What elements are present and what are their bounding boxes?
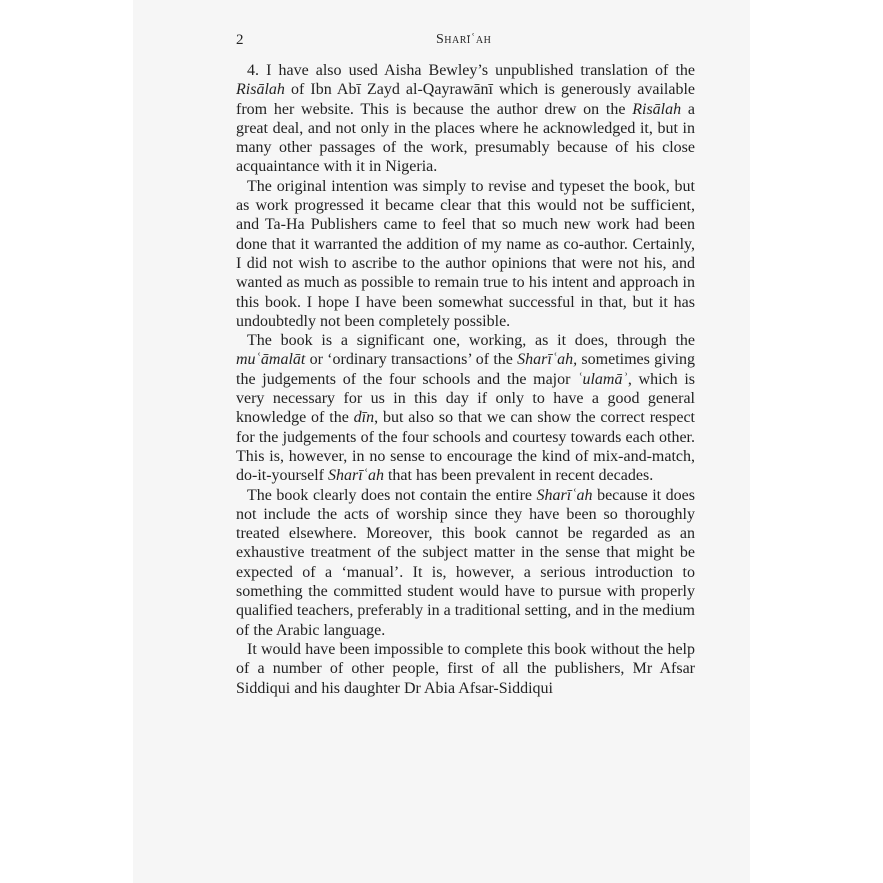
text-run: because it does not include the acts of worship since they have been so thoroughly treated elsewhere. Moreover, this book cannot be regarded as an exhaustive treatment of the subject matter in the sense that might be expected of a ‘manual’. It is, however, a serious introduction to something the committed student would have to pursue with properly qualified teachers, preferably in a traditional setting, and in the medium of the Arabic language. bbox=[236, 486, 695, 639]
text-run: of Ibn Abī Zayd al-Qayrawānī which is generously available from her website. This is because the author drew on the bbox=[236, 81, 695, 118]
text-run: sometimes giving the judgements of the four schools and the major bbox=[236, 351, 696, 388]
paragraph bbox=[236, 486, 695, 640]
italic-term: Risālah bbox=[632, 100, 682, 118]
paragraph bbox=[236, 640, 695, 698]
paragraph bbox=[236, 61, 695, 177]
text-run: , but also so that we can show the correct respect for the judgements of the four schools and courtesy towards each other. This is, however, in no sense to encourage the kind of mix-and-match, do-it-yourself bbox=[236, 409, 696, 485]
italic-term: ʿulamāʾ bbox=[577, 370, 628, 388]
text-run: The book is a significant one, working, as it does, through the bbox=[247, 332, 695, 350]
italic-term: dīn bbox=[353, 409, 375, 427]
text-run: The book clearly does not contain the entire bbox=[247, 486, 537, 504]
text-run: , which is very necessary for us in this day if only to have a good general knowledge of the bbox=[236, 370, 695, 427]
text-run: that has been prevalent in recent decades. bbox=[383, 467, 654, 485]
italic-term: Sharīʿah bbox=[536, 486, 593, 504]
text-run: or ‘ordinary transactions’ of the bbox=[305, 351, 518, 369]
text-run: It would have been impossible to complete this book without the help of a number of other people, first of all the publishers, Mr Afsar Siddiqui and his daughter Dr Abia Afsar-Siddiqui bbox=[236, 640, 695, 697]
paragraph bbox=[236, 177, 695, 331]
text-run: a great deal, and not only in the places where he acknowledged it, but in many other passages of the work, presumably because of his close acquaintance with it in Nigeria. bbox=[236, 100, 695, 176]
page-number: 2 bbox=[236, 32, 244, 48]
body-text bbox=[236, 61, 695, 698]
italic-term: Risālah bbox=[236, 81, 285, 99]
paragraph bbox=[236, 331, 695, 485]
page-header bbox=[236, 30, 696, 50]
italic-term: Sharīʿah, bbox=[517, 351, 578, 369]
running-title: Sharīʿah bbox=[436, 32, 492, 47]
text-run: The original intention was simply to revise and typeset the book, but as work progressed it became clear that this would not be sufficient, and Ta-Ha Publishers came to feel that so much new work had been done that it warranted the addition of my name as co-author. Certainly, I did not wish to ascribe to the author opinions that were not his, and wanted as much as possible to remain true to his intent and approach in this book. I hope I have been somewhat successful in that, but it has undoubtedly not been completely possible. bbox=[236, 177, 695, 330]
italic-term: Sharīʿah bbox=[327, 467, 384, 485]
text-run: 4. I have also used Aisha Bewley’s unpublished translation of the bbox=[247, 62, 695, 79]
italic-term: muʿāmalāt bbox=[236, 351, 306, 369]
